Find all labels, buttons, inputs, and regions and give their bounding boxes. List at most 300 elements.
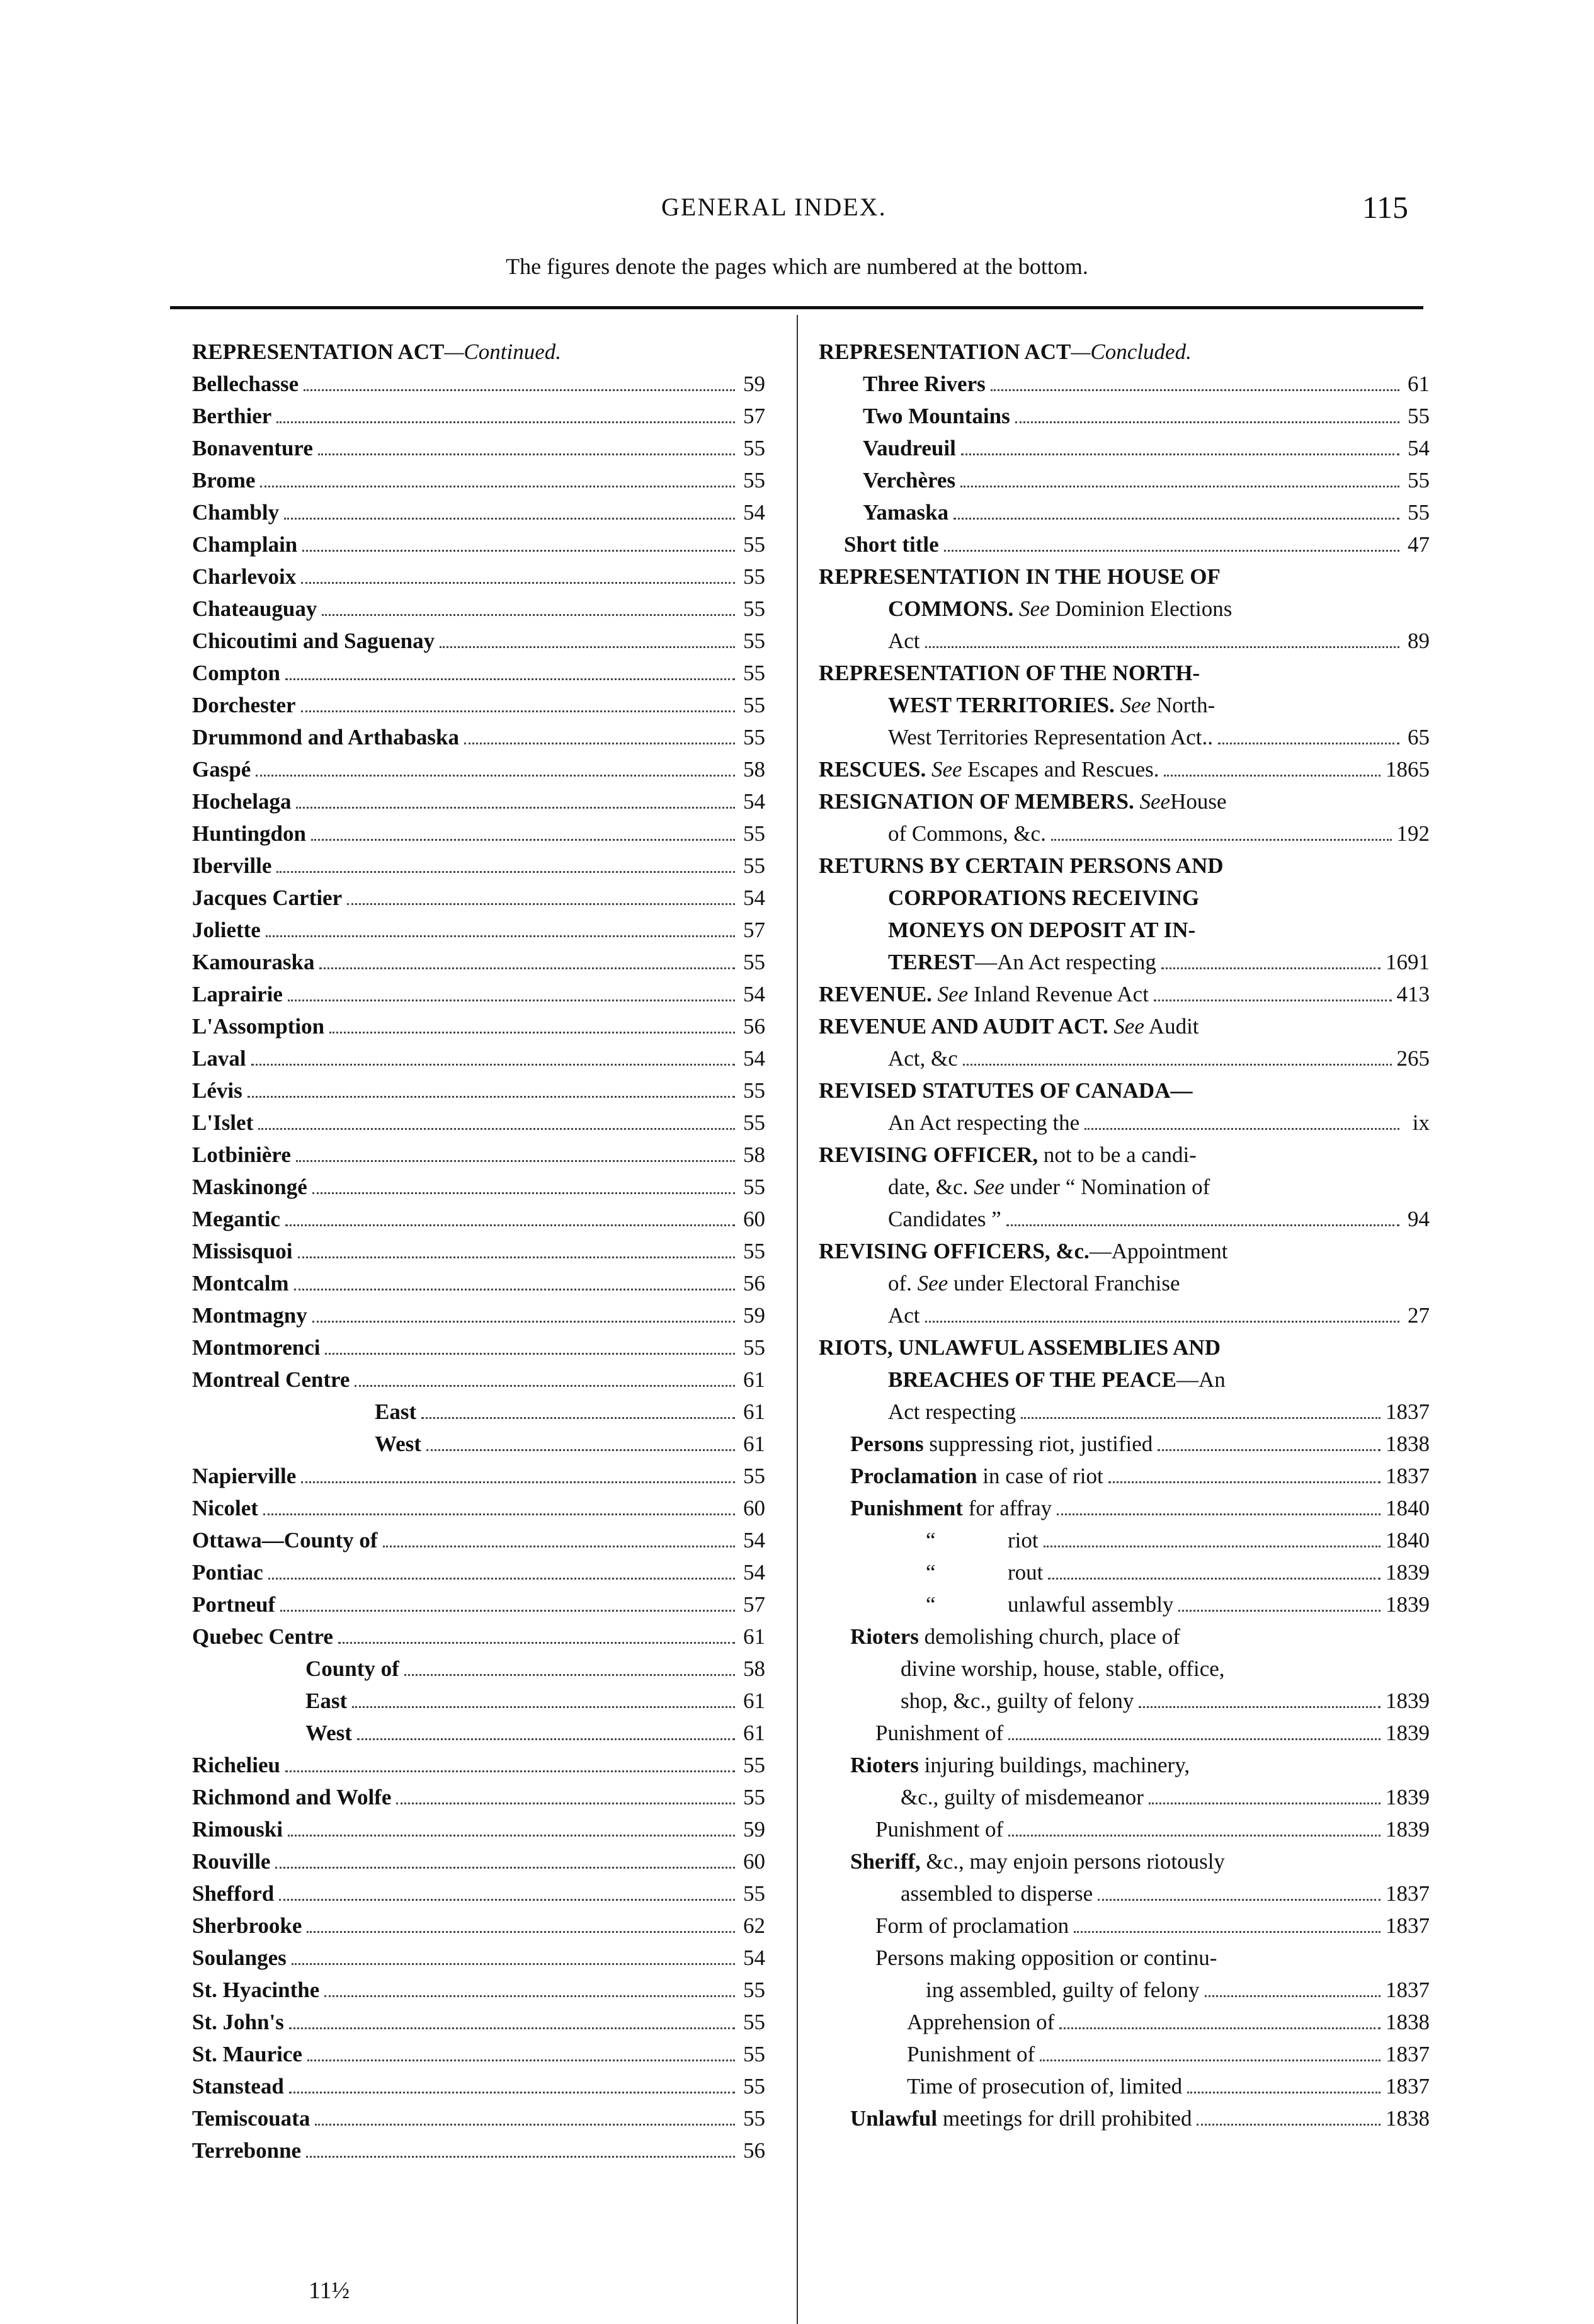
- entry-label: Shefford: [192, 1881, 275, 1906]
- entry-page: 55: [743, 2042, 765, 2066]
- entry-page: 55: [743, 1078, 765, 1103]
- entry-page: 1837: [1386, 1464, 1430, 1488]
- entry-label: Chicoutimi and Saguenay: [192, 629, 435, 653]
- index-entry: [192, 1331, 765, 1364]
- dot-leader: [285, 1224, 735, 1226]
- dot-leader: [421, 1417, 735, 1419]
- index-entry: assembled to disperse 1837: [901, 1881, 1430, 1906]
- index-entry: [192, 1588, 765, 1621]
- index-entry-line: CORPORATIONS RECEIVING: [888, 886, 1200, 910]
- dot-leader: [1178, 1610, 1381, 1612]
- dot-leader: [289, 2092, 735, 2093]
- dot-leader: [954, 518, 1399, 520]
- entry-page: 57: [743, 404, 765, 428]
- ditto-mark: “: [926, 1592, 936, 1617]
- index-entry: [926, 1524, 1430, 1556]
- index-entry-line: REVISED STATUTES OF CANADA—: [819, 1078, 1193, 1103]
- index-entry: [926, 1588, 1430, 1621]
- dot-leader: [292, 1963, 735, 1965]
- index-entry: [863, 368, 1430, 400]
- entry-page: 55: [743, 1335, 765, 1360]
- dot-leader: [355, 1385, 735, 1387]
- ditto-entry-list: [926, 1524, 1430, 1621]
- entry-label: Portneuf: [192, 1592, 276, 1617]
- entry-label: Joliette: [192, 918, 261, 942]
- dot-leader: [285, 678, 735, 680]
- entry-label: “ rout: [926, 1556, 1043, 1588]
- index-entry: [192, 1556, 765, 1588]
- dot-leader: [304, 389, 735, 391]
- ditto-mark: “: [926, 1560, 936, 1585]
- index-entry-line: COMMONS. See Dominion Elections: [888, 596, 1233, 621]
- entry-page: 54: [743, 886, 765, 910]
- index-entry-line: Persons making opposition or continu-: [875, 1945, 1217, 1970]
- entry-label: County of: [305, 1656, 399, 1681]
- index-entry: [192, 689, 765, 721]
- index-entry: [305, 1653, 765, 1685]
- index-entry: [192, 368, 765, 400]
- entry-label: Two Mountains: [863, 404, 1010, 428]
- entry-label: Lotbinière: [192, 1142, 291, 1167]
- entry-page: 57: [743, 918, 765, 942]
- index-entry-line: REVENUE AND AUDIT ACT. See Audit: [819, 1014, 1199, 1039]
- dot-leader: [268, 1578, 735, 1580]
- entry-page: 1839: [1386, 1560, 1430, 1585]
- entry-page: 54: [1408, 436, 1430, 460]
- index-entry: [192, 914, 765, 946]
- index-entry: [192, 2070, 765, 2102]
- index-entry: [192, 1749, 765, 1781]
- entry-label: Laval: [192, 1046, 246, 1071]
- entry-label: Pontiac: [192, 1560, 263, 1585]
- index-entry-line: RESIGNATION OF MEMBERS. SeeHouse: [819, 789, 1227, 814]
- index-entry: [192, 464, 765, 496]
- dot-leader: [991, 389, 1399, 391]
- index-entry: Candidates ” 94: [888, 1207, 1430, 1231]
- index-entry: shop, &c., guilty of felony 1839: [901, 1689, 1430, 1713]
- index-entry: [850, 1460, 1430, 1492]
- entry-page: 55: [743, 1239, 765, 1263]
- right-column: [819, 336, 1430, 2134]
- entry-page: 61: [743, 1432, 765, 1456]
- index-entry: of Commons, &c. 192: [888, 821, 1430, 846]
- entry-page: 55: [743, 2106, 765, 2131]
- dot-leader: [312, 1192, 735, 1194]
- dot-leader: [1187, 2092, 1381, 2093]
- dot-leader: [1158, 1449, 1381, 1451]
- left-column: [192, 336, 765, 2167]
- entry-page: 56: [743, 2138, 765, 2163]
- entry-label: Laprairie: [192, 982, 283, 1006]
- entry-page: 62: [743, 1913, 765, 1938]
- dot-leader: [1015, 421, 1399, 423]
- entry-label: Richmond and Wolfe: [192, 1785, 392, 1809]
- dot-leader: [357, 1738, 735, 1740]
- entry-page: 60: [743, 1849, 765, 1874]
- dot-leader: [276, 421, 735, 423]
- entry-page: 55: [1408, 500, 1430, 525]
- dot-leader: [260, 486, 735, 487]
- entry-page: 54: [743, 1560, 765, 1585]
- entry-page: 59: [743, 1817, 765, 1842]
- index-entry: [850, 1492, 1430, 1524]
- index-entry: [192, 432, 765, 464]
- dot-leader: [301, 582, 735, 584]
- entry-label: Brome: [192, 468, 256, 493]
- index-entry: [907, 2006, 1430, 2038]
- index-entry: [192, 2134, 765, 2167]
- dot-leader: [298, 1256, 736, 1258]
- index-entry: [192, 1813, 765, 1845]
- index-entry: [907, 2038, 1430, 2070]
- index-entry-line: REPRESENTATION OF THE NORTH-: [819, 661, 1200, 685]
- dot-leader: [960, 486, 1399, 487]
- dot-leader: [311, 839, 735, 841]
- index-entry: [192, 1203, 765, 1235]
- index-entry: [192, 978, 765, 1010]
- dot-leader: [294, 1289, 735, 1290]
- index-entry: An Act respecting the ix: [888, 1110, 1430, 1135]
- index-entry: [375, 1396, 765, 1428]
- entry-label: Richelieu: [192, 1753, 280, 1777]
- index-entry: [192, 625, 765, 657]
- entry-label: St. Maurice: [192, 2042, 302, 2066]
- entry-page: 1838: [1386, 2010, 1430, 2034]
- dot-leader: [440, 646, 735, 648]
- entry-label: Napierville: [192, 1464, 297, 1488]
- entry-page: 1840: [1386, 1496, 1430, 1520]
- entry-label: Maskinongé: [192, 1175, 307, 1199]
- entry-page: 56: [743, 1271, 765, 1296]
- left-entry-list: [192, 368, 765, 2167]
- index-entry: [192, 561, 765, 593]
- entry-label: Dorchester: [192, 693, 296, 717]
- dot-leader: [301, 1481, 735, 1483]
- index-entry-line: divine worship, house, stable, office,: [901, 1656, 1225, 1681]
- dot-leader: [329, 1032, 735, 1034]
- entry-label: Rouville: [192, 1849, 271, 1874]
- dot-leader: [319, 967, 735, 969]
- entry-page: 1838: [1386, 1432, 1430, 1456]
- entry-label: Montmorenci: [192, 1335, 321, 1360]
- entry-page: 58: [743, 1656, 765, 1681]
- index-entry: Act respecting 1837: [888, 1399, 1430, 1424]
- index-entry: [863, 432, 1430, 464]
- entry-label: Lévis: [192, 1078, 242, 1103]
- entry-label: West: [375, 1432, 421, 1456]
- entry-page: 59: [743, 372, 765, 396]
- index-entry: [192, 1845, 765, 1877]
- index-entry: [192, 1235, 765, 1267]
- dot-leader: [285, 1770, 735, 1772]
- entry-label: Compton: [192, 661, 281, 685]
- dot-leader: [258, 1128, 735, 1130]
- entry-label: Iberville: [192, 853, 272, 878]
- index-entry: TEREST—An Act respecting 1691: [888, 950, 1430, 974]
- index-entry: [192, 593, 765, 625]
- entry-page: 54: [743, 1945, 765, 1970]
- entry-page: 55: [1408, 468, 1430, 493]
- rioters-group-1: [850, 1621, 1430, 2134]
- index-entry: [192, 753, 765, 785]
- index-entry: [192, 496, 765, 528]
- entry-page: 54: [743, 1528, 765, 1552]
- entry-label: Hochelaga: [192, 789, 292, 814]
- index-entry: [926, 1556, 1430, 1588]
- entry-page: 60: [743, 1207, 765, 1231]
- entry-label: Quebec Centre: [192, 1624, 333, 1649]
- dot-leader: [325, 1353, 735, 1355]
- right-heading: REPRESENTATION ACT—Concluded.: [819, 339, 1192, 364]
- page-number: 115: [1362, 190, 1408, 225]
- entry-label: L'Assomption: [192, 1014, 325, 1039]
- entry-page: 54: [743, 789, 765, 814]
- dot-leader: [288, 1835, 735, 1837]
- entry-label: Apprehension of: [907, 2010, 1055, 2034]
- entry-label: Champlain: [192, 532, 298, 557]
- entry-page: 55: [743, 1978, 765, 2002]
- entry-label: Soulanges: [192, 1945, 287, 1970]
- index-entry: [192, 1781, 765, 1813]
- index-entry-line: Rioters injuring buildings, machinery,: [850, 1753, 1190, 1777]
- index-entry-line: date, &c. See under “ Nomination of: [888, 1175, 1210, 1199]
- index-entry: [192, 528, 765, 561]
- index-entry: [192, 817, 765, 850]
- entry-label: Punishment of: [907, 2042, 1035, 2066]
- entry-page: 55: [743, 596, 765, 621]
- index-entry: [192, 721, 765, 753]
- index-entry: [192, 946, 765, 978]
- entry-label: Punishment for affray: [850, 1496, 1052, 1520]
- index-entry: [192, 1877, 765, 1910]
- dot-leader: [318, 453, 735, 455]
- header-rule: [170, 306, 1423, 309]
- index-entry: Punishment of 1839: [875, 1817, 1430, 1842]
- entry-label: “ unlawful assembly: [926, 1588, 1173, 1621]
- dot-leader: [1048, 1578, 1381, 1580]
- index-entry: Short title 47: [844, 532, 1430, 557]
- index-entry-line: MONEYS ON DEPOSIT AT IN-: [888, 918, 1196, 942]
- entry-label: Terrebonne: [192, 2138, 302, 2163]
- index-entry: [192, 1492, 765, 1524]
- left-heading: REPRESENTATION ACT—Continued.: [192, 339, 562, 364]
- dot-leader: [396, 1803, 735, 1804]
- signature-mark: 11½: [309, 2277, 350, 2304]
- entry-page: 57: [743, 1592, 765, 1617]
- index-entry: [907, 2070, 1430, 2102]
- entry-label: Three Rivers: [863, 372, 986, 396]
- index-entry: Act 27: [888, 1303, 1430, 1328]
- dot-leader: [296, 807, 735, 809]
- index-entry: [192, 1942, 765, 1974]
- dot-leader: [296, 1160, 735, 1162]
- entry-page: 55: [743, 1753, 765, 1777]
- entry-page: 59: [743, 1303, 765, 1328]
- index-entry-line: Sheriff, &c., may enjoin persons riotously: [850, 1849, 1225, 1874]
- dot-leader: [275, 1867, 735, 1869]
- entry-page: 1840: [1386, 1528, 1430, 1552]
- dot-leader: [263, 1513, 735, 1515]
- entry-page: 55: [743, 532, 765, 557]
- index-entry: [192, 1010, 765, 1042]
- index-entry-line: BREACHES OF THE PEACE—An: [888, 1367, 1226, 1392]
- index-entry: [192, 400, 765, 432]
- entry-label: Missisquoi: [192, 1239, 293, 1263]
- index-entry: RESCUES. See Escapes and Rescues. 1865: [819, 757, 1430, 782]
- index-entry-line: REPRESENTATION IN THE HOUSE OF: [819, 564, 1221, 589]
- entry-label: Ottawa—County of: [192, 1528, 378, 1552]
- index-entry: West Territories Representation Act.. 65: [888, 725, 1430, 749]
- entry-label: Berthier: [192, 404, 272, 428]
- entry-label: Rimouski: [192, 1817, 283, 1842]
- entry-page: 54: [743, 982, 765, 1006]
- entry-page: 61: [743, 1689, 765, 1713]
- index-entry: [305, 1717, 765, 1749]
- entry-label: Montmagny: [192, 1303, 307, 1328]
- entry-label: Persons suppressing riot, justified: [850, 1432, 1153, 1456]
- entry-label: West: [305, 1721, 352, 1745]
- index-entry: Unlawful meetings for drill prohibited 1838: [850, 2106, 1430, 2131]
- dot-leader: [306, 2156, 735, 2158]
- page-subtitle: The figures denote the pages which are numbered at the bottom.: [506, 254, 1088, 279]
- dot-leader: [1040, 2059, 1381, 2061]
- entry-page: 55: [743, 436, 765, 460]
- entry-label: St. Hyacinthe: [192, 1978, 320, 2002]
- index-entry-line: REVISING OFFICER, not to be a candi-: [819, 1142, 1197, 1167]
- index-entry: [863, 400, 1430, 432]
- dot-leader: [279, 1899, 735, 1901]
- dot-leader: [302, 550, 735, 552]
- entry-label: “ riot: [926, 1524, 1039, 1556]
- index-entry: &c., guilty of misdemeanor 1839: [901, 1785, 1430, 1809]
- entry-page: 55: [743, 661, 765, 685]
- dot-leader: [301, 710, 735, 712]
- entry-page: 55: [743, 1881, 765, 1906]
- dot-leader: [312, 1321, 735, 1323]
- entry-label: Gaspé: [192, 757, 251, 782]
- dot-leader: [404, 1674, 735, 1676]
- index-entry: [192, 882, 765, 914]
- dot-leader: [426, 1449, 735, 1451]
- entry-label: Megantic: [192, 1207, 280, 1231]
- entry-page: 55: [743, 1110, 765, 1135]
- entry-label: Kamouraska: [192, 950, 315, 974]
- index-entry-line: RIOTS, UNLAWFUL ASSEMBLIES AND: [819, 1335, 1221, 1360]
- entry-page: 61: [743, 1367, 765, 1392]
- index-entry: [192, 1107, 765, 1139]
- dot-leader: [315, 2124, 735, 2126]
- entry-page: 1837: [1386, 2042, 1430, 2066]
- dot-leader: [289, 2027, 735, 2029]
- index-entry: [192, 1171, 765, 1203]
- entry-label: Charlevoix: [192, 564, 297, 589]
- dot-leader: [961, 453, 1399, 455]
- index-entry: Punishment of 1839: [875, 1721, 1430, 1745]
- entry-page: 55: [743, 725, 765, 749]
- index-entry: ing assembled, guilty of felony 1837: [926, 1978, 1430, 2002]
- index-entry: [863, 496, 1430, 528]
- entry-label: Stanstead: [192, 2074, 284, 2099]
- page-title: GENERAL INDEX.: [661, 193, 887, 221]
- index-entry: [192, 1910, 765, 1942]
- dot-leader: [383, 1546, 735, 1547]
- entry-page: 61: [743, 1624, 765, 1649]
- entry-page: 55: [743, 853, 765, 878]
- index-entry: [192, 850, 765, 882]
- entry-label: Bellechasse: [192, 372, 299, 396]
- index-entry: [192, 785, 765, 817]
- entry-page: 55: [743, 2010, 765, 2034]
- entry-page: 55: [743, 564, 765, 589]
- index-entry: [192, 2006, 765, 2038]
- index-entry: [192, 2102, 765, 2134]
- entry-page: 55: [743, 1785, 765, 1809]
- index-entry: [192, 1267, 765, 1299]
- dot-leader: [307, 2059, 735, 2061]
- dot-leader: [276, 871, 735, 873]
- dot-leader: [352, 1706, 735, 1708]
- entry-page: 55: [743, 1464, 765, 1488]
- index-entry: [192, 1364, 765, 1396]
- entry-page: 61: [743, 1721, 765, 1745]
- dot-leader: [1059, 2027, 1381, 2029]
- right-sub-entry-list: [863, 368, 1430, 528]
- dot-leader: [288, 1000, 735, 1001]
- dot-leader: [248, 1096, 735, 1098]
- entry-label: Montreal Centre: [192, 1367, 350, 1392]
- entry-page: 55: [743, 693, 765, 717]
- opposition-sub-list: [907, 2006, 1430, 2102]
- index-entry: [305, 1685, 765, 1717]
- column-divider: [797, 315, 798, 2324]
- index-entry: Form of proclamation 1837: [875, 1913, 1430, 1938]
- index-entry: [192, 1621, 765, 1653]
- riot-entry-list: [850, 1428, 1430, 1524]
- entry-label: Sherbrooke: [192, 1913, 302, 1938]
- dot-leader: [251, 1064, 735, 1066]
- index-entry: Act, &c 265: [888, 1046, 1430, 1071]
- entry-label: Montcalm: [192, 1271, 289, 1296]
- entry-label: East: [375, 1399, 417, 1424]
- entry-page: 56: [743, 1014, 765, 1039]
- entry-label: Vaudreuil: [863, 436, 956, 460]
- dot-leader: [307, 1931, 735, 1933]
- entry-page: 58: [743, 1142, 765, 1167]
- dot-leader: [324, 1995, 735, 1997]
- index-entry: [192, 1299, 765, 1331]
- entry-label: Time of prosecution of, limited: [907, 2074, 1183, 2099]
- entry-label: Verchères: [863, 468, 956, 493]
- dot-leader: [338, 1642, 735, 1644]
- dot-leader: [1108, 1481, 1381, 1483]
- index-entry: [192, 2038, 765, 2070]
- index-entry: [192, 1524, 765, 1556]
- entry-label: L'Islet: [192, 1110, 254, 1135]
- index-entry-line: REVISING OFFICERS, &c.—Appointment: [819, 1239, 1228, 1263]
- index-entry: Act 89: [888, 629, 1430, 653]
- entry-label: Temiscouata: [192, 2106, 310, 2131]
- entry-page: 55: [743, 468, 765, 493]
- entry-page: 1837: [1386, 2074, 1430, 2099]
- dot-leader: [1044, 1546, 1381, 1547]
- index-entry: REVENUE. See Inland Revenue Act 413: [819, 982, 1430, 1006]
- index-entry: [192, 657, 765, 689]
- dot-leader: [322, 614, 735, 616]
- dot-leader: [284, 518, 735, 520]
- entry-page: 58: [743, 757, 765, 782]
- dot-leader: [347, 903, 735, 905]
- entry-label: St. John's: [192, 2010, 284, 2034]
